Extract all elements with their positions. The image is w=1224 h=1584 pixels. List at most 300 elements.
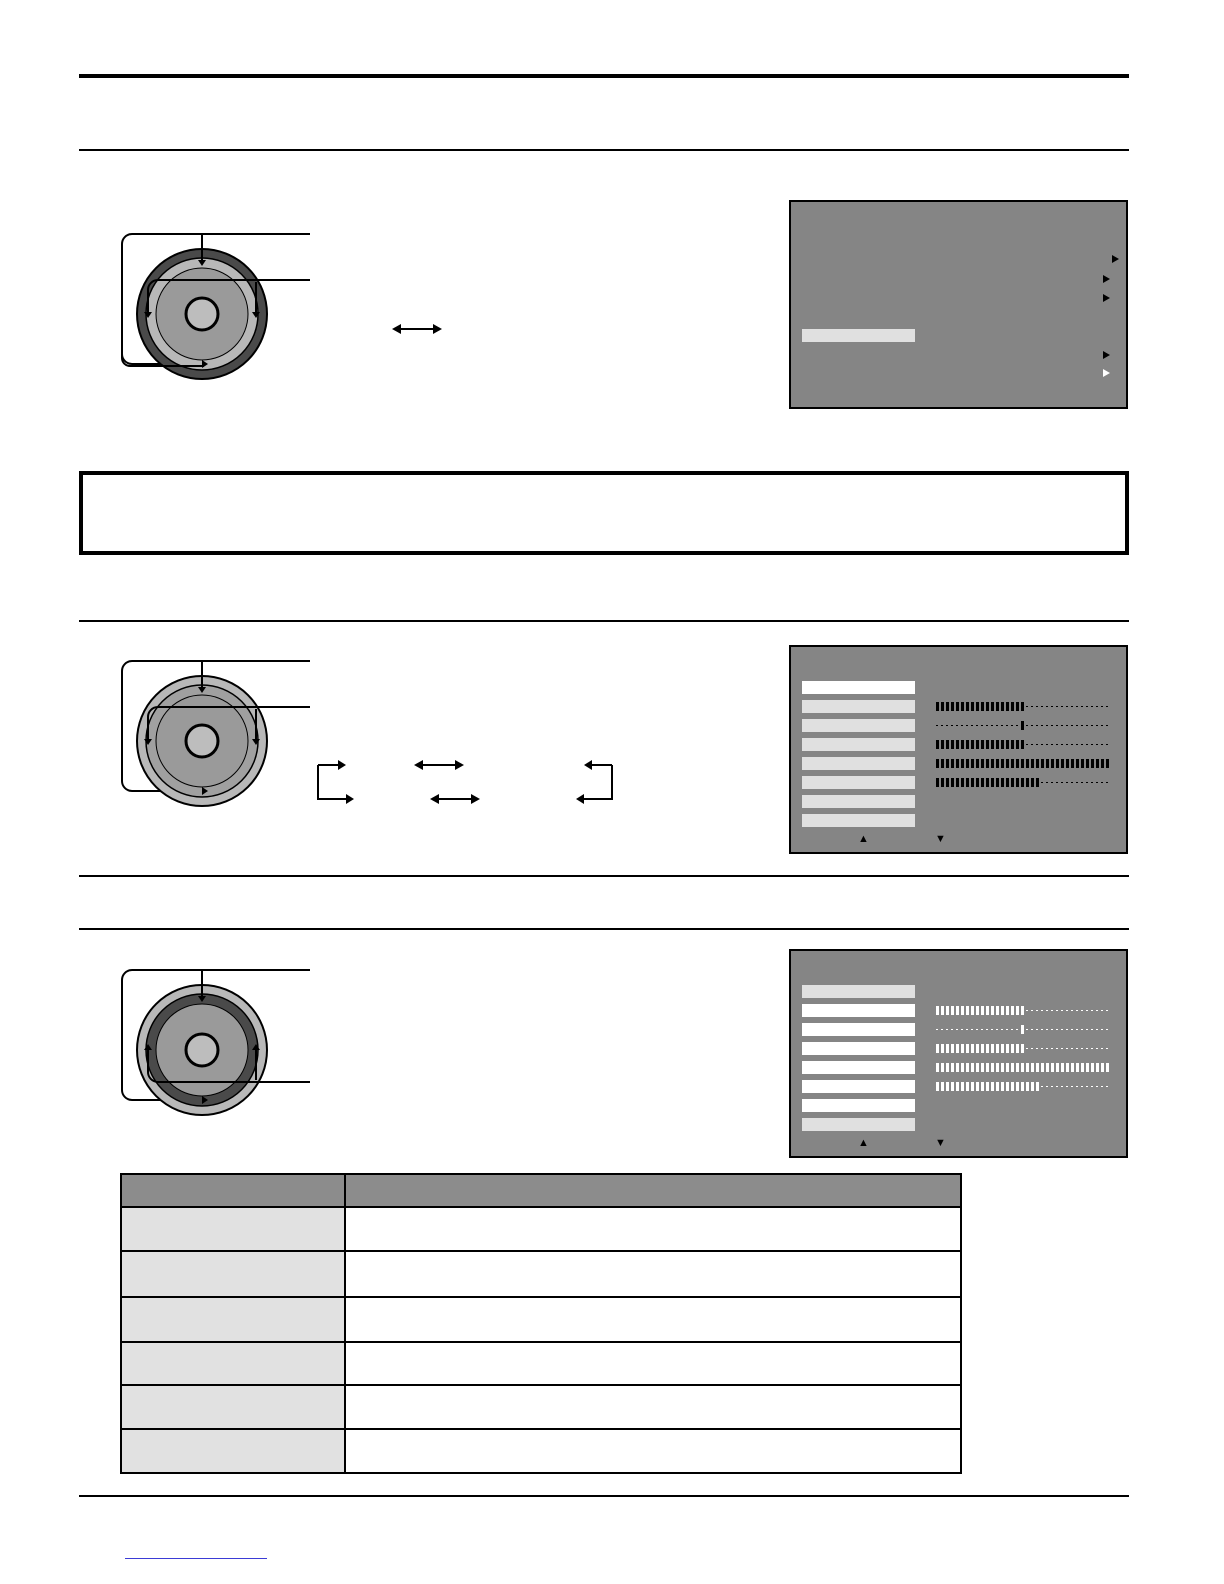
slider-segment (1016, 759, 1019, 768)
slider-segment (1031, 1029, 1033, 1030)
slider-segment (1001, 759, 1004, 768)
osd-item (802, 1042, 915, 1055)
slider-segment (1051, 1048, 1053, 1049)
section-2-rule (79, 620, 1129, 622)
nav-down-icon: ▼ (935, 1137, 946, 1149)
slider-segment (1001, 1044, 1004, 1053)
osd-item (802, 814, 915, 827)
slider-segment (1101, 1063, 1104, 1072)
slider-segment (1106, 1086, 1108, 1087)
slider-segment (941, 1082, 944, 1091)
slider-segment (936, 1006, 939, 1015)
slider-segment (1051, 782, 1053, 783)
footer-link-underline[interactable] (125, 1558, 267, 1559)
slider-segment (1041, 1010, 1043, 1011)
slider-segment (1036, 1029, 1038, 1030)
slider-segment (1041, 1063, 1044, 1072)
slider-segment (1016, 1063, 1019, 1072)
slider-segment (1021, 721, 1024, 730)
slider-segment (991, 778, 994, 787)
slider-segment (1091, 706, 1093, 707)
slider-segment (1036, 759, 1039, 768)
slider-segment (1066, 725, 1068, 726)
slider-segment (1021, 1044, 1024, 1053)
slider-segment (1076, 706, 1078, 707)
slider-segment (941, 725, 943, 726)
slider-segment (971, 1029, 973, 1030)
slider-segment (1016, 1006, 1019, 1015)
slider-segment (1076, 1048, 1078, 1049)
slider-segment (1081, 725, 1083, 726)
slider-segment (1061, 1010, 1063, 1011)
slider-segment (1041, 759, 1044, 768)
slider-segment (1026, 706, 1028, 707)
slider-segment (966, 1029, 968, 1030)
slider-segment (1081, 1029, 1083, 1030)
slider-segment (1101, 744, 1103, 745)
slider-segment (956, 740, 959, 749)
osd-item (802, 1099, 915, 1112)
slider-segment (996, 740, 999, 749)
slider-segment (986, 759, 989, 768)
osd-item (802, 1080, 915, 1093)
slider-segment (1031, 1063, 1034, 1072)
osd-item (802, 700, 915, 713)
slider-segment (1026, 1082, 1029, 1091)
slider-segment (981, 740, 984, 749)
remote-dial-3 (118, 964, 318, 1120)
osd-menu-1 (789, 200, 1128, 409)
slider-segment (1026, 759, 1029, 768)
slider-segment (1081, 744, 1083, 745)
slider-segment (991, 759, 994, 768)
section-3-rule (79, 928, 1129, 930)
slider-segment (1036, 1063, 1039, 1072)
slider-segment (1046, 744, 1048, 745)
slider-segment (1036, 706, 1038, 707)
slider-segment (1061, 725, 1063, 726)
slider-segment (1016, 1082, 1019, 1091)
slider-segment (1106, 1010, 1108, 1011)
slider-segment (1011, 1006, 1014, 1015)
slider-segment (1011, 1029, 1013, 1030)
slider-segment (1081, 706, 1083, 707)
slider-segment (986, 740, 989, 749)
slider-segment (976, 1006, 979, 1015)
slider-segment (966, 740, 969, 749)
table-value-cell (345, 1251, 961, 1297)
slider-segment (1006, 1063, 1009, 1072)
slider-segment (1046, 706, 1048, 707)
nav-down-icon: ▼ (935, 833, 946, 845)
slider-segment (1011, 1063, 1014, 1072)
slider-segment (1066, 1048, 1068, 1049)
slider-segment (1061, 1048, 1063, 1049)
slider-segment (976, 1082, 979, 1091)
slider-segment (1071, 759, 1074, 768)
section-2-end-rule (79, 875, 1129, 877)
slider-segment (1081, 759, 1084, 768)
osd-sliders-2 (936, 699, 1112, 789)
slider-segment (996, 1029, 998, 1030)
slider-segment (981, 1029, 983, 1030)
settings-table (120, 1173, 962, 1474)
slider-segment (1106, 782, 1108, 783)
slider-segment (961, 778, 964, 787)
slider-segment (1101, 1086, 1103, 1087)
slider-segment (1056, 1010, 1058, 1011)
slider-segment (951, 778, 954, 787)
table-key-cell (121, 1297, 345, 1342)
slider-segment (1051, 725, 1053, 726)
slider-segment (956, 759, 959, 768)
slider-segment (1021, 1063, 1024, 1072)
slider-segment (1101, 782, 1103, 783)
slider-segment (1036, 725, 1038, 726)
slider-segment (1056, 1086, 1058, 1087)
slider-segment (1061, 1029, 1063, 1030)
slider-segment (961, 1006, 964, 1015)
table-value-cell (345, 1385, 961, 1429)
table-value-cell (345, 1207, 961, 1251)
slider-segment (1066, 1010, 1068, 1011)
slider-segment (1096, 1063, 1099, 1072)
slider-segment (936, 1029, 938, 1030)
osd-item (802, 1004, 915, 1017)
slider-segment (956, 1082, 959, 1091)
slider-segment (1001, 1006, 1004, 1015)
slider-segment (1021, 1006, 1024, 1015)
slider-segment (966, 1082, 969, 1091)
slider-segment (1031, 1082, 1034, 1091)
submenu-arrow-icon (1103, 294, 1110, 302)
slider-segment (1086, 1063, 1089, 1072)
slider-segment (1001, 1029, 1003, 1030)
slider-segment (941, 778, 944, 787)
slider-segment (981, 1063, 984, 1072)
slider-segment (1016, 725, 1018, 726)
slider-segment (1021, 778, 1024, 787)
slider-segment (1026, 744, 1028, 745)
slider-segment (941, 1006, 944, 1015)
osd-item (802, 985, 915, 998)
slider-segment (991, 1029, 993, 1030)
table-key-cell (121, 1385, 345, 1429)
slider-segment (1076, 1010, 1078, 1011)
slider-segment (966, 1044, 969, 1053)
slider-segment (961, 1063, 964, 1072)
osd-item (802, 719, 915, 732)
slider-segment (1081, 1086, 1083, 1087)
slider-segment (986, 725, 988, 726)
slider-segment (1091, 744, 1093, 745)
slider-segment (981, 725, 983, 726)
slider-segment (1046, 725, 1048, 726)
slider-segment (1056, 1063, 1059, 1072)
slider-segment (1046, 1048, 1048, 1049)
slider-segment (1031, 706, 1033, 707)
slider-segment (1086, 744, 1088, 745)
slider-segment (971, 759, 974, 768)
slider-segment (1101, 1029, 1103, 1030)
table-row (121, 1385, 961, 1429)
slider-segment (936, 1063, 939, 1072)
slider-segment (946, 702, 949, 711)
slider-segment (946, 725, 948, 726)
slider-segment (1071, 1048, 1073, 1049)
slider-segment (981, 759, 984, 768)
slider-segment (976, 1029, 978, 1030)
slider-segment (991, 1082, 994, 1091)
slider-segment (1041, 1086, 1043, 1087)
slider-segment (1011, 740, 1014, 749)
slider-segment (1071, 725, 1073, 726)
slider-segment (1071, 1010, 1073, 1011)
slider-segment (1046, 759, 1049, 768)
submenu-arrow-icon (1103, 275, 1110, 283)
slider-segment (1046, 1086, 1048, 1087)
slider-segment (971, 778, 974, 787)
slider-segment (996, 1006, 999, 1015)
table-header-cell (121, 1174, 345, 1207)
remote-dial-2 (118, 655, 318, 811)
slider-segment (1056, 782, 1058, 783)
slider-segment (1086, 782, 1088, 783)
section-1-rule (79, 149, 1129, 151)
slider-segment (996, 778, 999, 787)
slider-segment (1081, 782, 1083, 783)
slider-segment (1091, 725, 1093, 726)
slider-segment (941, 702, 944, 711)
slider-segment (986, 1082, 989, 1091)
slider-segment (1021, 702, 1024, 711)
slider-segment (1076, 1086, 1078, 1087)
slider-segment (986, 778, 989, 787)
slider-segment (971, 702, 974, 711)
slider-segment (981, 1044, 984, 1053)
slider-segment (996, 702, 999, 711)
slider-segment (971, 725, 973, 726)
slider-segment (1011, 725, 1013, 726)
slider-segment (1091, 1063, 1094, 1072)
slider-segment (1106, 1063, 1109, 1072)
double-arrow-icon (392, 322, 442, 336)
slider-segment (1106, 759, 1109, 768)
cycle-diagram (312, 756, 622, 806)
slider-segment (1036, 744, 1038, 745)
slider-segment (961, 725, 963, 726)
slider-segment (1011, 702, 1014, 711)
slider-segment (986, 1006, 989, 1015)
table-row (121, 1429, 961, 1473)
table-value-cell (345, 1429, 961, 1473)
slider-segment (1021, 1025, 1024, 1034)
slider-segment (1006, 778, 1009, 787)
slider-segment (951, 725, 953, 726)
slider-segment (946, 740, 949, 749)
slider-segment (1001, 1063, 1004, 1072)
slider-segment (1106, 1048, 1108, 1049)
slider-segment (976, 1044, 979, 1053)
slider-segment (1001, 778, 1004, 787)
slider-segment (976, 778, 979, 787)
slider-segment (946, 1044, 949, 1053)
nav-up-icon: ▲ (858, 1137, 869, 1149)
submenu-arrow-icon (1112, 255, 1119, 263)
slider-segment (946, 1082, 949, 1091)
slider-segment (1031, 744, 1033, 745)
table-key-cell (121, 1342, 345, 1385)
note-box (79, 471, 1129, 555)
slider-segment (1071, 1063, 1074, 1072)
slider-segment (1036, 1048, 1038, 1049)
slider-segment (971, 1063, 974, 1072)
slider-segment (1066, 744, 1068, 745)
slider-segment (1061, 1063, 1064, 1072)
slider-segment (996, 1063, 999, 1072)
slider-segment (1071, 1086, 1073, 1087)
slider-segment (961, 1029, 963, 1030)
slider-segment (1021, 1082, 1024, 1091)
slider-segment (1026, 1048, 1028, 1049)
slider-segment (1056, 725, 1058, 726)
slider-segment (956, 725, 958, 726)
slider-segment (956, 1063, 959, 1072)
slider-segment (1076, 744, 1078, 745)
slider-segment (1086, 1086, 1088, 1087)
slider-segment (971, 1082, 974, 1091)
slider-segment (961, 702, 964, 711)
slider-segment (1101, 706, 1103, 707)
slider-segment (951, 1063, 954, 1072)
slider-segment (981, 1006, 984, 1015)
slider-segment (951, 759, 954, 768)
slider-segment (996, 1082, 999, 1091)
slider-segment (936, 725, 938, 726)
slider-segment (1071, 782, 1073, 783)
slider-segment (946, 759, 949, 768)
slider-segment (941, 759, 944, 768)
slider-segment (936, 1044, 939, 1053)
slider-segment (1016, 1029, 1018, 1030)
slider-segment (1016, 778, 1019, 787)
slider-segment (936, 1082, 939, 1091)
slider-segment (1041, 1048, 1043, 1049)
table-key-cell (121, 1207, 345, 1251)
slider-segment (1066, 706, 1068, 707)
slider-segment (976, 759, 979, 768)
slider-segment (1091, 759, 1094, 768)
slider-segment (1021, 740, 1024, 749)
slider-segment (966, 1006, 969, 1015)
slider-segment (1016, 740, 1019, 749)
slider-segment (1091, 1029, 1093, 1030)
slider-segment (941, 1029, 943, 1030)
slider-segment (991, 725, 993, 726)
slider-segment (951, 1082, 954, 1091)
slider-segment (951, 1029, 953, 1030)
slider-segment (1061, 706, 1063, 707)
slider-segment (961, 759, 964, 768)
slider-segment (1056, 1048, 1058, 1049)
submenu-arrow-icon (1103, 369, 1110, 377)
table-value-cell (345, 1297, 961, 1342)
slider-segment (1086, 706, 1088, 707)
slider-segment (1066, 1063, 1069, 1072)
slider-segment (1096, 1010, 1098, 1011)
slider-segment (1051, 1029, 1053, 1030)
slider-segment (976, 1063, 979, 1072)
slider-segment (1036, 778, 1039, 787)
slider-segment (1091, 1048, 1093, 1049)
slider-segment (991, 1063, 994, 1072)
slider-segment (1041, 706, 1043, 707)
slider-segment (1081, 1048, 1083, 1049)
slider-segment (1051, 759, 1054, 768)
slider-segment (951, 702, 954, 711)
slider-segment (986, 702, 989, 711)
slider-segment (1096, 725, 1098, 726)
slider-segment (1036, 1082, 1039, 1091)
slider-segment (1006, 702, 1009, 711)
slider-segment (1056, 744, 1058, 745)
slider-segment (1011, 1044, 1014, 1053)
slider-segment (996, 759, 999, 768)
slider-segment (1046, 1029, 1048, 1030)
slider-segment (1101, 759, 1104, 768)
slider-segment (1071, 1029, 1073, 1030)
slider-segment (1086, 1010, 1088, 1011)
submenu-arrow-icon (1103, 351, 1110, 359)
slider-segment (1016, 1044, 1019, 1053)
slider-segment (936, 759, 939, 768)
slider-segment (1001, 725, 1003, 726)
slider-segment (1096, 744, 1098, 745)
slider-segment (1051, 744, 1053, 745)
slider-segment (1061, 1086, 1063, 1087)
slider-segment (1066, 1029, 1068, 1030)
slider-segment (1006, 725, 1008, 726)
slider-segment (1056, 1029, 1058, 1030)
slider-segment (961, 1082, 964, 1091)
slider-segment (1001, 1082, 1004, 1091)
slider-segment (986, 1044, 989, 1053)
nav-up-icon: ▲ (858, 833, 869, 845)
slider-segment (1096, 1086, 1098, 1087)
slider-segment (971, 740, 974, 749)
slider-segment (996, 725, 998, 726)
slider-segment (961, 1044, 964, 1053)
slider-segment (1031, 759, 1034, 768)
table-value-cell (345, 1342, 961, 1385)
slider-segment (1031, 725, 1033, 726)
slider-segment (1006, 1006, 1009, 1015)
slider-segment (981, 1082, 984, 1091)
slider-segment (1106, 1029, 1108, 1030)
osd-highlighted-item (802, 329, 915, 342)
slider-segment (951, 740, 954, 749)
slider-segment (981, 778, 984, 787)
slider-segment (1046, 782, 1048, 783)
slider-segment (1026, 778, 1029, 787)
slider-segment (1006, 759, 1009, 768)
remote-dial-1 (118, 228, 318, 384)
slider-segment (1031, 1048, 1033, 1049)
slider-segment (1081, 1010, 1083, 1011)
slider-segment (1006, 1029, 1008, 1030)
table-header-row (121, 1174, 961, 1207)
slider-segment (1026, 1063, 1029, 1072)
